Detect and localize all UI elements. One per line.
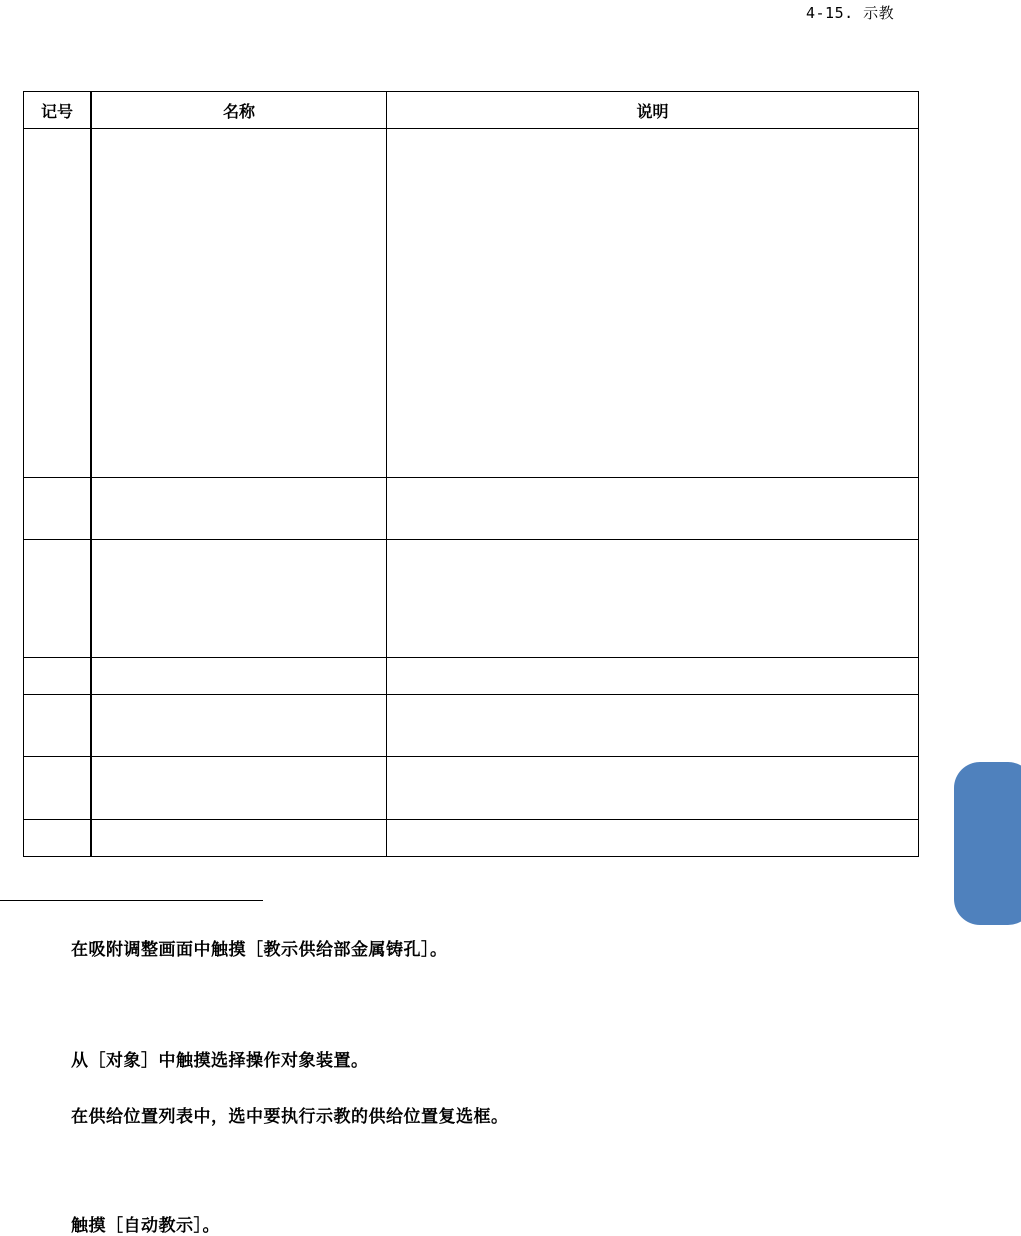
header-mark: 记号 xyxy=(24,92,92,129)
cell-name xyxy=(91,129,387,478)
cell-mark xyxy=(24,658,92,695)
cell-desc xyxy=(387,540,919,658)
table-row xyxy=(24,478,919,540)
cell-mark xyxy=(24,757,92,820)
table-row xyxy=(24,658,919,695)
chapter-tab xyxy=(954,762,1021,925)
section-header: 4-15. 示教 xyxy=(806,4,895,22)
step-text: 触摸［自动教示］。 xyxy=(71,1216,220,1236)
table-row xyxy=(24,757,919,820)
cell-desc xyxy=(387,478,919,540)
table-row xyxy=(24,820,919,857)
cell-mark xyxy=(24,820,92,857)
spec-table xyxy=(23,91,919,857)
cell-desc xyxy=(387,757,919,820)
table-row xyxy=(24,540,919,658)
table-row xyxy=(24,695,919,757)
cell-name xyxy=(91,695,387,757)
section-divider xyxy=(0,900,263,901)
step-text: 从［对象］中触摸选择操作对象装置。 xyxy=(71,1051,369,1071)
header-name: 名称 xyxy=(91,92,387,129)
cell-name xyxy=(91,757,387,820)
cell-name xyxy=(91,820,387,857)
cell-mark xyxy=(24,129,92,478)
table-row xyxy=(24,129,919,478)
table-header-row xyxy=(24,92,919,129)
cell-mark xyxy=(24,478,92,540)
cell-desc xyxy=(387,820,919,857)
cell-name xyxy=(91,540,387,658)
cell-mark xyxy=(24,540,92,658)
cell-desc xyxy=(387,695,919,757)
cell-name xyxy=(91,658,387,695)
cell-name xyxy=(91,478,387,540)
cell-desc xyxy=(387,129,919,478)
step-text: 在供给位置列表中，选中要执行示教的供给位置复选框。 xyxy=(71,1107,509,1127)
step-text: 在吸附调整画面中触摸［教示供给部金属铸孔］。 xyxy=(71,940,448,960)
cell-mark xyxy=(24,695,92,757)
cell-desc xyxy=(387,658,919,695)
header-desc: 说明 xyxy=(387,92,919,129)
